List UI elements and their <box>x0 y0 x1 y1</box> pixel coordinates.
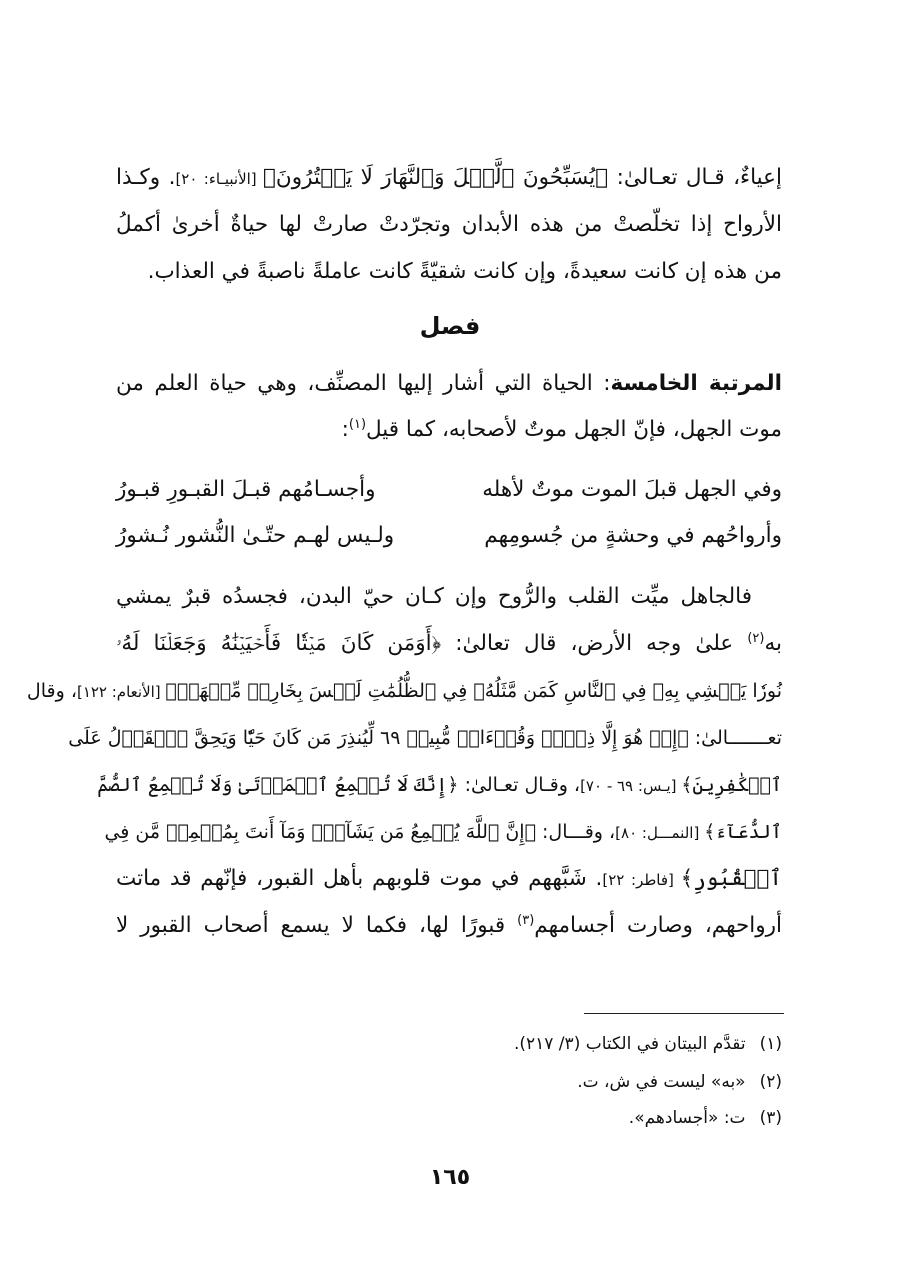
text-span: به <box>764 631 782 656</box>
quran-verse: ﴿أَوَمَن كَانَ مَيۡتٗا فَأَحۡيَيۡنَٰهُ وَجَعَلۡنَا لَهُۥ <box>116 631 442 656</box>
poem-verse-1-second-half: وأجسـامُهم قبـلَ القبـورِ قبـورُ <box>116 477 376 502</box>
verse-reference: [يـس: ٦٩ - ٧٠] <box>580 777 682 795</box>
poem-verse-2-first-half: وأرواحُهم في وحشةٍ من جُسومِهم <box>484 523 782 548</box>
quran-verse: ﴿إِنَّكَ لَا تُسۡمِعُ ٱلۡمَوۡتَىٰ وَلَا تُسۡمِعُ ٱلصُّمَّ <box>97 774 459 796</box>
text-span: أرواحهم، وصارت أجسامهم <box>534 913 782 938</box>
verse-reference: [فاطر: ٢٢] <box>602 871 681 889</box>
footnote-marker: (٣) <box>517 912 535 928</box>
footnote-2 <box>577 1068 782 1096</box>
section-heading: فصل <box>419 312 481 340</box>
paragraph-3-line-8 <box>116 906 782 946</box>
text-span: ، وقال <box>26 680 77 702</box>
text-span: . شَبَّههم في موت قلوبهم بأهل القبور، فإنّهم قد ماتت <box>116 866 603 891</box>
quran-verse: ﴿إِنَّ ٱللَّهَ يُسۡمِعُ مَن يَشَآءُۖ وَمَآ أَنتَ بِمُسۡمِعٖ مَّن فِي <box>104 821 536 843</box>
paragraph-3-line-7 <box>116 859 782 900</box>
quran-verse: ٱلدُّعَآءَ﴾ <box>704 821 782 843</box>
paragraph-3-line-6 <box>104 812 782 853</box>
footnote-text: «به» ليست في ش، ت. <box>577 1072 746 1092</box>
quran-verse: ﴿يُسَبِّحُونَ ٱلَّيۡلَ وَٱلنَّهَارَ لَا يَفۡتُرُونَ﴾ <box>263 165 609 190</box>
footnote-3 <box>629 1104 782 1132</box>
poem-verse-1-first-half: وفي الجهل قبلَ الموت موتٌ لأهله <box>482 477 782 502</box>
paragraph-3-line-3 <box>26 671 782 712</box>
verse-reference: [النمـــل: ٨٠] <box>615 824 705 842</box>
poem-verse-2-second-half: ولـيس لهـم حتّـىٰ النُّشور نُـشورُ <box>116 523 395 548</box>
paragraph-3-line-4 <box>68 718 782 758</box>
text-span: إعياءٌ، قـال تعـالىٰ: <box>608 165 782 190</box>
footnote-text: ت: «أجسادهم». <box>628 1108 746 1128</box>
text-span: موت الجهل، فإنّ الجهل موتٌ لأصحابه، كما قيل <box>366 417 782 442</box>
footnote-number: (١) <box>759 1034 782 1054</box>
quran-verse: نُورٗا يَمۡشِي بِهِۦ فِي ٱلنَّاسِ كَمَن مَّثَلُهُۥ فِي ٱلظُّلُمَٰتِ لَيۡسَ بِخَارِجٖ مِّنۡهَاۚ﴾ <box>165 680 782 702</box>
footnote-marker: (٢) <box>747 630 765 646</box>
footnote-number: (٢) <box>759 1072 782 1092</box>
text-span: : الحياة التي أشار إليها المصنِّف، وهي حياة العلم من <box>116 371 611 396</box>
footnote-1 <box>514 1030 782 1058</box>
paragraph-3-line-1: فالجاهل ميِّت القلب والرُّوح وإن كـان حيّ البدن، فجسدُه قبرٌ يمشي <box>116 584 752 609</box>
text-span: ، وقـال تعـالىٰ: <box>458 774 581 796</box>
quran-verse: ﴿إِنۡ هُوَ إِلَّا ذِكۡرٞ وَقُرۡءَانٞ مُّبِينٞ ٦٩ لِّيُنذِرَ مَن كَانَ حَيّٗا وَيَحِقَّ ٱلۡقَوۡلُ عَلَى <box>68 727 689 749</box>
paragraph-2-line-1 <box>116 364 782 404</box>
paragraph-3-line-2 <box>116 624 782 664</box>
paragraph-1-line-2: الأرواح إذا تخلّصتْ من هذه الأبدان وتجرّدتْ صارتْ لها حياةٌ أخرىٰ أكملُ <box>116 212 782 237</box>
paragraph-3-line-5 <box>97 765 782 806</box>
bold-term: المرتبة الخامسة <box>610 371 782 396</box>
text-span: ، وقـــال: <box>535 821 616 843</box>
verse-reference: [الأنعام: ١٢٢] <box>76 683 166 701</box>
page-number: ١٦٥ <box>429 1165 471 1190</box>
footnote-marker: (١) <box>348 416 367 432</box>
verse-reference: [الأنبيـاء: ٢٠] <box>175 170 263 188</box>
text-span: . وكـذا <box>116 165 176 190</box>
footnote-separator <box>584 1013 784 1014</box>
text-span: قبورًا لها، فكما لا يسمع أصحاب القبور لا <box>116 913 518 938</box>
paragraph-2-line-2 <box>116 410 782 450</box>
footnote-text: تقدَّم البيتان في الكتاب (٣/ ٢١٧). <box>513 1034 746 1054</box>
paragraph-1-line-3: من هذه إن كانت سعيدةً، وإن كانت شقيّةً كانت عاملةً ناصبةً في العذاب. <box>147 259 782 284</box>
paragraph-1-line-1 <box>116 158 782 199</box>
quran-verse: ٱلۡقُبُورِ﴾ <box>680 866 782 891</box>
quran-verse: ٱلۡكَٰفِرِينَ﴾ <box>681 774 782 796</box>
footnote-number: (٣) <box>759 1108 782 1128</box>
text-span: علىٰ وجه الأرض، قال تعالىٰ: <box>441 631 748 656</box>
text-span: : <box>341 417 349 442</box>
text-span: تعـــــــالىٰ: <box>688 727 782 749</box>
